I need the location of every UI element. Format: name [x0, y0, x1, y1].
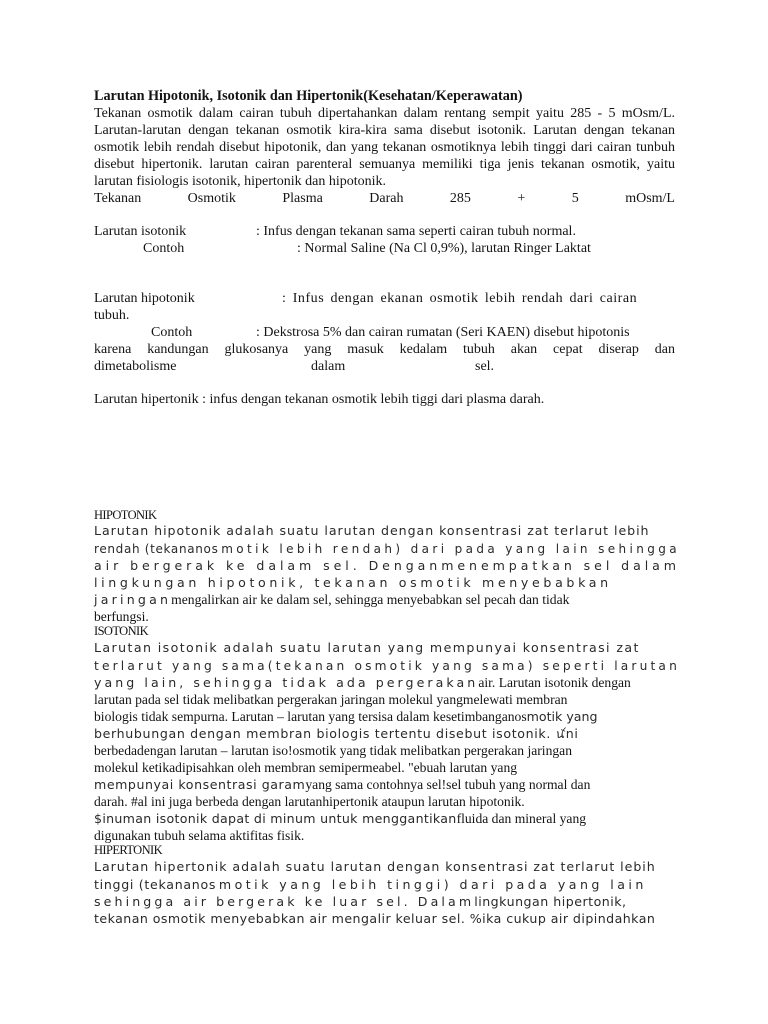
- text-run: air. Larutan isotonik dengan: [478, 675, 631, 690]
- hipertonik-line-4: [94, 910, 655, 927]
- hipertonik-line-1: [94, 858, 656, 875]
- word: diserap: [598, 342, 639, 357]
- text-run: Larutan hipertonik adalah suatu larutan dengan konsentrasi zat terlarut lebih: [94, 859, 656, 874]
- text-run: motik yang: [526, 709, 598, 724]
- word: glukosanya: [224, 342, 289, 357]
- text-run: $inuman isotonik dapat di minum untuk menggantikan: [94, 811, 457, 826]
- hipotonik-label: Larutan hipotonik: [94, 291, 195, 306]
- hipotonik-line-3: [94, 557, 680, 574]
- text-run: sehingga air bergerak ke luar sel. Dalam: [94, 894, 475, 909]
- isotonik-line-6: [94, 725, 579, 742]
- text-run: fluida dan mineral yang: [456, 811, 587, 826]
- plasma-word: 5: [571, 191, 579, 206]
- text-run: jaringan: [94, 592, 172, 607]
- hipotonik-contoh-label: Contoh: [151, 325, 193, 340]
- text-run: biologis tidak sempurna. Larutan – larutan yang tersisa dalam kesetimbanganos: [94, 709, 527, 724]
- hipotonik-contoh-line3-c: sel.: [475, 359, 495, 374]
- plasma-word: Plasma: [282, 191, 323, 206]
- word: tubuh: [462, 342, 495, 357]
- hipotonik-contoh-line3-a: dimetabolisme: [94, 359, 177, 374]
- text-run: terlarut yang sama(tekanan osmotik yang sama) seperti larutan: [94, 658, 680, 673]
- hipotonik-line-5: [94, 591, 569, 608]
- isotonik-line-9: [94, 776, 590, 793]
- word: karena: [94, 342, 132, 357]
- hipertonik-line: Larutan hipertonik : infus dengan tekanan osmotik lebih tiggi dari plasma darah.: [94, 392, 545, 407]
- isotonik-contoh-label: Contoh: [143, 241, 185, 256]
- plasma-word: +: [517, 191, 526, 206]
- isotonik-line-7: berbedadengan larutan – larutan iso!osmotik yang tidak melibatkan pergerakan jaringan: [94, 743, 573, 758]
- text-run: smotik yang lebih tinggi) dari pada yang lain: [208, 877, 647, 892]
- plasma-line: [94, 190, 675, 207]
- isotonik-contoh-text: : Normal Saline (Na Cl 0,9%), larutan Ringer Laktat: [297, 241, 591, 256]
- isotonik-line-2: [94, 657, 680, 674]
- section-heading-hipertonik: HIPERTONIK: [94, 843, 163, 857]
- text-run: Larutan isotonik adalah suatu larutan yang mempunyai konsentrasi zat: [94, 640, 640, 655]
- isotonik-line-10: darah. #al ini juga berbeda dengan larutanhipertonik ataupun larutan hipotonik.: [94, 794, 525, 809]
- isotonik-line-8: [94, 759, 517, 776]
- word: kandungan: [147, 342, 209, 357]
- hipotonik-text-cont: tubuh.: [94, 308, 130, 323]
- isotonik-label: Larutan isotonik: [94, 224, 187, 239]
- intro-paragraph: Tekanan osmotik dalam cairan tubuh dipertahankan dalam rentang sempit yaitu 285 - 5 mOsm/L. Larutan-larutan dengan tekanan osmotik kira-kira sama disebut isotonik. Larutan dengan tekanan osmotik lebih rendah disebut hipotonik, dan yang tekanan osmotiknya lebih tinggi dari cairan tunbuh disebut hipertonik. larutan cairan parenteral semuanya memiliki tiga jenis tekanan osmotik, yaitu larutan fisiologis isotonik, hipertonik dan hipotonik.: [94, 106, 675, 189]
- word: dan: [654, 342, 675, 357]
- hipotonik-text: [282, 290, 675, 307]
- word: kedalam: [399, 342, 448, 357]
- plasma-word: 285: [449, 191, 471, 206]
- plasma-word: Darah: [369, 191, 404, 206]
- hipotonik-text-content: : Infus dengan ekanan osmotik lebih rendah dari cairan: [282, 291, 638, 306]
- text-run: molekul ketikadipisahkan oleh membran semipermeabel. "ebuah larutan yang: [94, 760, 518, 775]
- text-run: tekanan osmotik menyebabkan air mengalir keluar sel. %ika cukup air dipindahkan: [94, 911, 656, 926]
- hipotonik-contoh-text: : Dekstrosa 5% dan cairan rumatan (Seri KAEN) disebut hipotonis: [256, 325, 630, 340]
- isotonik-line-4: larutan pada sel tidak melibatkan pergerakan jaringan molekul yangmelewati membran: [94, 692, 568, 707]
- text-run: mengalirkan air ke dalam sel, sehingga menyebabkan sel pecah dan tidak: [171, 592, 570, 607]
- text-run: air bergerak ke dalam sel. Denganmenempatkan sel dalam: [94, 558, 680, 573]
- hipotonik-contoh-line2: [94, 341, 675, 358]
- isotonik-line-5: [94, 708, 597, 725]
- section-heading-isotonik: ISOTONIK: [94, 624, 148, 638]
- text-run: berhubungan dengan membran biologis tertentu disebut isotonik. ꪽni: [94, 726, 579, 741]
- plasma-word: mOsm/L: [625, 191, 675, 206]
- isotonik-line-1: [94, 639, 640, 656]
- hipertonik-line-2: [94, 876, 647, 893]
- text-run: mempunyai konsentrasi garam: [94, 777, 306, 792]
- word: yang: [304, 342, 332, 357]
- text-run: yang sama contohnya sel!sel tubuh yang normal dan: [305, 777, 591, 792]
- text-run: smotik lebih rendah) dari pada yang lain sehingga: [211, 541, 680, 556]
- text-run: Larutan hipotonik adalah suatu larutan dengan konsentrasi zat terlarut lebih: [94, 523, 650, 538]
- isotonik-line-3: [94, 674, 631, 691]
- plasma-word: Osmotik: [187, 191, 236, 206]
- document-title: Larutan Hipotonik, Isotonik dan Hipertonik(Kesehatan/Keperawatan): [94, 88, 523, 104]
- hipotonik-contoh-line3-b: dalam: [311, 359, 346, 374]
- hipotonik-line-1: [94, 522, 649, 539]
- word: akan: [510, 342, 538, 357]
- isotonik-text: : Infus dengan tekanan sama seperti cairan tubuh normal.: [256, 224, 576, 239]
- text-run: rendah (tekanano: [94, 541, 212, 556]
- text-run: tinggi (tekanano: [94, 877, 209, 892]
- hipotonik-line-6: berfungsi.: [94, 609, 149, 624]
- hipotonik-line-4: [94, 574, 612, 591]
- hipotonik-line-2: [94, 540, 680, 557]
- plasma-word: Tekanan: [94, 191, 142, 206]
- word: cepat: [553, 342, 583, 357]
- text-run: yang lain, sehingga tidak ada pergerakan: [94, 675, 479, 690]
- text-run: lingkungan hipertonik,: [474, 894, 627, 909]
- section-heading-hipotonik: HIPOTONIK: [94, 508, 157, 522]
- hipertonik-line-3: [94, 893, 627, 910]
- text-run: lingkungan hipotonik, tekanan osmotik menyebabkan: [94, 575, 612, 590]
- isotonik-line-12: digunakan tubuh selama aktifitas fisik.: [94, 828, 305, 843]
- isotonik-line-11: [94, 810, 586, 827]
- word: masuk: [347, 342, 384, 357]
